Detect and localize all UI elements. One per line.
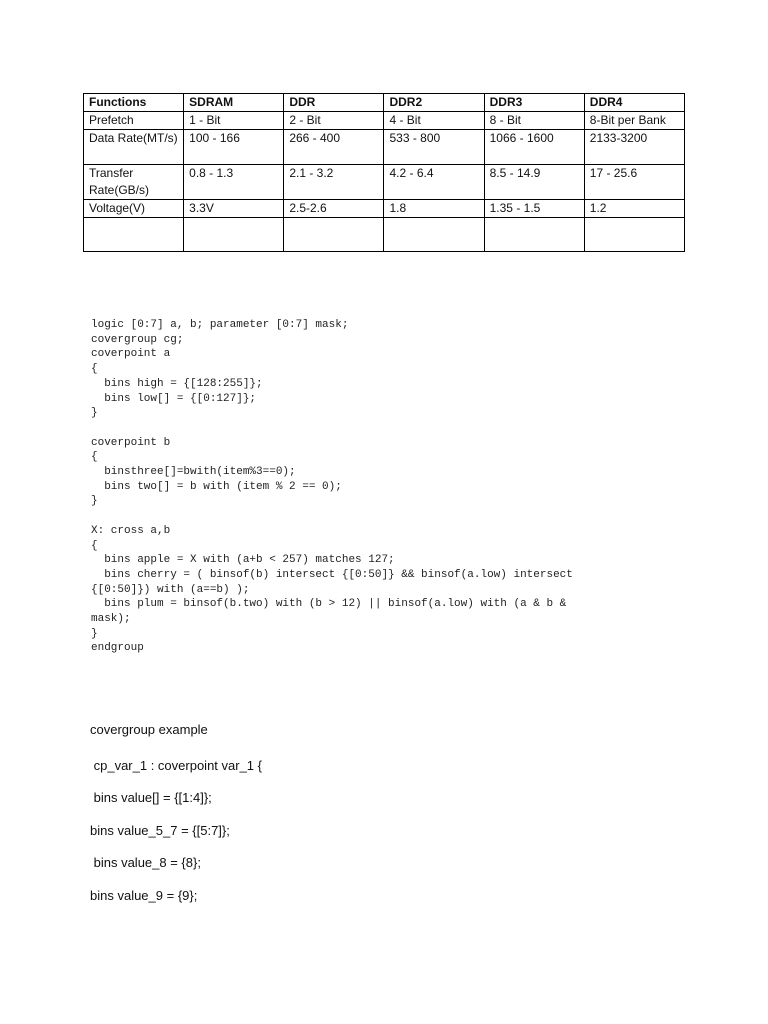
table-cell: 1.2 xyxy=(584,200,684,218)
table-cell: 17 - 25.6 xyxy=(584,165,684,200)
table-cell: 8 - Bit xyxy=(484,112,584,130)
notes-heading: covergroup example xyxy=(90,722,208,737)
table-cell xyxy=(284,218,384,252)
table-cell: 0.8 - 1.3 xyxy=(184,165,284,200)
table-cell: 1.35 - 1.5 xyxy=(484,200,584,218)
table-row xyxy=(84,112,685,130)
table-row-empty xyxy=(84,218,685,252)
table-cell: 2133-3200 xyxy=(584,130,684,165)
header-ddr4: DDR4 xyxy=(584,94,684,112)
table-cell: 100 - 166 xyxy=(184,130,284,165)
header-functions: Functions xyxy=(84,94,184,112)
table-cell: 533 - 800 xyxy=(384,130,484,165)
table-cell: 4.2 - 6.4 xyxy=(384,165,484,200)
notes-line: bins value_8 = {8}; xyxy=(90,855,201,870)
header-ddr2: DDR2 xyxy=(384,94,484,112)
table-cell: 1 - Bit xyxy=(184,112,284,130)
systemverilog-code-block: logic [0:7] a, b; parameter [0:7] mask; covergroup cg; coverpoint a { bins high = {[128:255]}; bins low[] = {[0:127]}; } coverpoint b { binsthree[]=bwith(item%3==0); bins two[] = b with (item % 2 == 0); } X: cross a,b { bins apple = X with (a+b < 257) matches 127; bins cherry = ( binsof(b) intersect {[0:50]} && binsof(a.low) intersect {[0:50]}) with (a==b) ); bins plum = binsof(b.two) with (b > 12) || binsof(a.low) with (a & b & mask); } endgroup xyxy=(91,319,573,655)
table-cell: Voltage(V) xyxy=(84,200,184,218)
table-cell xyxy=(584,218,684,252)
table-cell: 1066 - 1600 xyxy=(484,130,584,165)
table-cell: 8.5 - 14.9 xyxy=(484,165,584,200)
table-cell: 266 - 400 xyxy=(284,130,384,165)
table-cell xyxy=(184,218,284,252)
table-cell: Prefetch xyxy=(84,112,184,130)
notes-line: bins value_9 = {9}; xyxy=(90,888,198,903)
table-header-row xyxy=(84,94,685,112)
table-cell: 2.5-2.6 xyxy=(284,200,384,218)
table-cell: 3.3V xyxy=(184,200,284,218)
table-row xyxy=(84,165,685,200)
table-cell: 2.1 - 3.2 xyxy=(284,165,384,200)
table-cell xyxy=(384,218,484,252)
header-sdram: SDRAM xyxy=(184,94,284,112)
header-ddr3: DDR3 xyxy=(484,94,584,112)
table-cell: Data Rate(MT/s) xyxy=(84,130,184,165)
table-row xyxy=(84,200,685,218)
table-cell: 2 - Bit xyxy=(284,112,384,130)
table-cell xyxy=(484,218,584,252)
table-cell: 4 - Bit xyxy=(384,112,484,130)
notes-line: bins value[] = {[1:4]}; xyxy=(90,790,212,805)
table-cell: 1.8 xyxy=(384,200,484,218)
ddr-comparison-table xyxy=(83,93,685,252)
table-cell: 8-Bit per Bank xyxy=(584,112,684,130)
table-cell xyxy=(84,218,184,252)
header-ddr: DDR xyxy=(284,94,384,112)
table-cell: Transfer Rate(GB/s) xyxy=(84,165,184,200)
notes-line: bins value_5_7 = {[5:7]}; xyxy=(90,823,230,838)
table-row xyxy=(84,130,685,165)
notes-line: cp_var_1 : coverpoint var_1 { xyxy=(90,758,262,773)
